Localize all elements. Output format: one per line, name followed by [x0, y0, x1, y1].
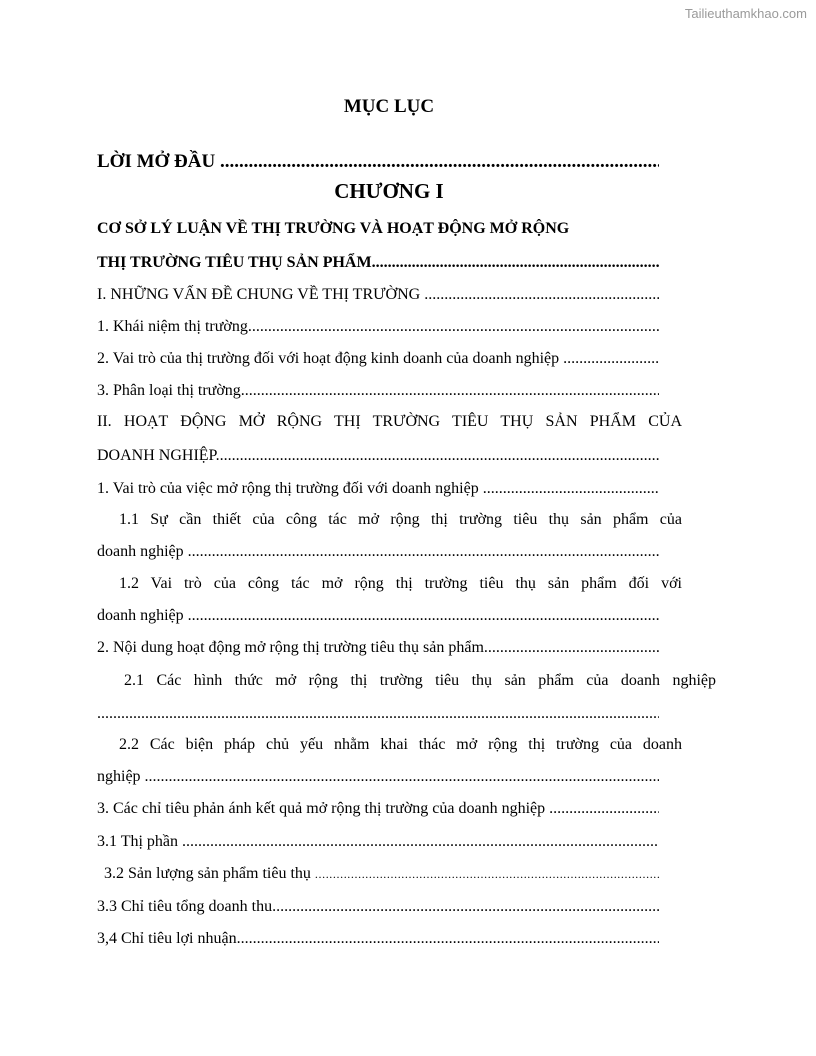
- toc-entry: 1. Vai trò của việc mở rộng thị trường đối với doanh nghiệp .....: [97, 479, 659, 499]
- toc-entry: doanh nghiệp .....: [97, 542, 659, 562]
- watermark: Tailieuthamkhao.com: [684, 6, 807, 21]
- toc-entry: 3.2 Sản lượng sản phẩm tiêu thụ .....: [104, 864, 661, 884]
- toc-entry: 2. Nội dung hoạt động mở rộng thị trường tiêu thụ sản phẩm .....: [97, 638, 659, 658]
- toc-entry: [97, 704, 659, 724]
- toc-entry-line: 1.1 Sự cần thiết của công tác mở rộng thị trường tiêu thụ sản phẩm của: [119, 511, 682, 528]
- toc-entry: DOANH NGHIỆP .....: [97, 446, 659, 466]
- toc-entry-loi-mo-dau: LỜI MỞ ĐẦU .....: [97, 150, 659, 174]
- toc-entry: doanh nghiệp .....: [97, 606, 659, 626]
- toc-entry: 3.3 Chỉ tiêu tổng doanh thu .....: [97, 897, 659, 917]
- toc-entry: I. NHỮNG VẤN ĐỀ CHUNG VỀ THỊ TRƯỜNG .....: [97, 285, 659, 305]
- toc-entry: 3.1 Thị phần .....: [97, 832, 659, 852]
- chapter-title-line-2: THỊ TRƯỜNG TIÊU THỤ SẢN PHẨM .....: [97, 253, 659, 273]
- chapter-heading: CHƯƠNG I: [334, 179, 444, 203]
- toc-entry-line: 1.2 Vai trò của công tác mở rộng thị trường tiêu thụ sản phẩm đối với: [119, 575, 682, 592]
- toc-entry: 3. Các chỉ tiêu phản ánh kết quả mở rộng thị trường của doanh nghiệp .....: [97, 799, 659, 819]
- toc-entry: 2. Vai trò của thị trường đối với hoạt động kinh doanh của doanh nghiệp .....: [97, 349, 659, 369]
- chapter-title-line-1: CƠ SỞ LÝ LUẬN VỀ THỊ TRƯỜNG VÀ HOẠT ĐỘNG MỞ RỘNG: [97, 220, 570, 237]
- toc-entry: 3,4 Chỉ tiêu lợi nhuận .....: [97, 929, 659, 949]
- toc-entry: 1. Khái niệm thị trường .....: [97, 317, 659, 337]
- toc-entry-line: II. HOẠT ĐỘNG MỞ RỘNG THỊ TRƯỜNG TIÊU THỤ SẢN PHẨM CỦA: [97, 413, 682, 430]
- toc-entry-line: 2.1 Các hình thức mở rộng thị trường tiêu thụ sản phẩm của doanh nghiệp: [124, 672, 716, 689]
- toc-entry-line: 2.2 Các biện pháp chủ yếu nhằm khai thác mở rộng thị trường của doanh: [119, 736, 682, 753]
- toc-entry: 3. Phân loại thị trường .....: [97, 381, 659, 401]
- page-title: MỤC LỤC: [343, 96, 435, 117]
- toc-entry: nghiệp .....: [97, 767, 659, 787]
